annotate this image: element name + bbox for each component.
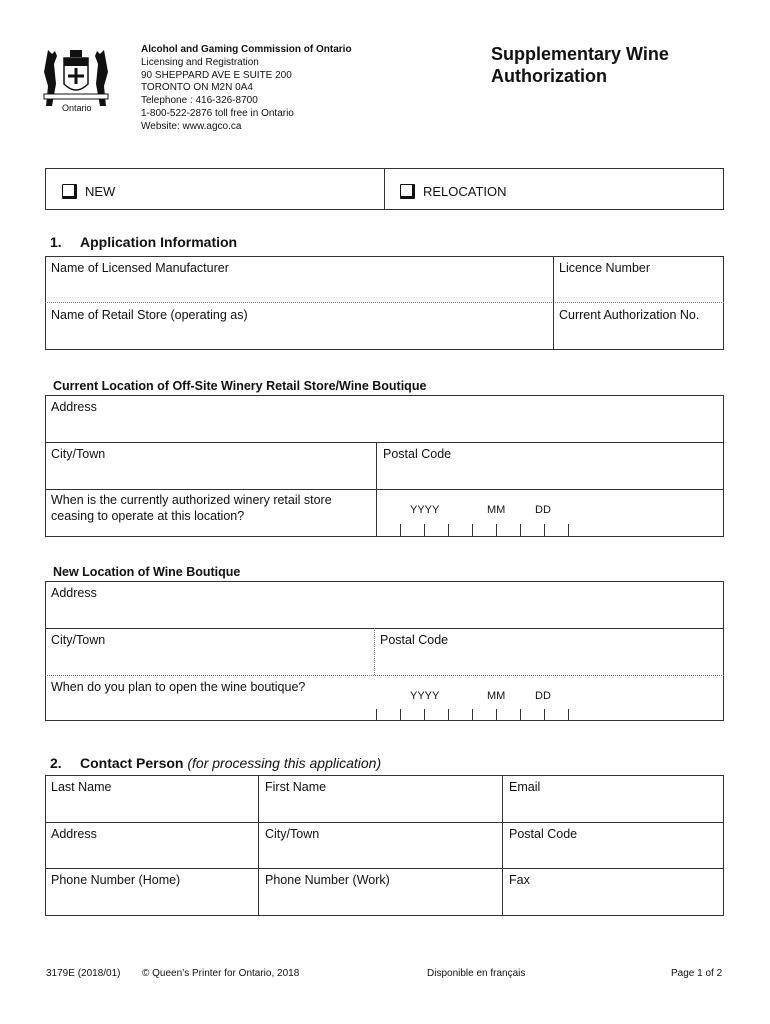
page-number: Page 1 of 2 <box>671 968 723 979</box>
section-number: 1. <box>50 234 62 250</box>
section-title: Contact Person <box>80 755 184 771</box>
current-authorization-field[interactable]: Current Authorization No. <box>559 308 700 322</box>
new-address-field[interactable]: Address <box>51 586 97 600</box>
relocation-label: RELOCATION <box>423 184 507 199</box>
contact-city-field[interactable]: City/Town <box>265 827 320 841</box>
question-line: When is the currently authorized winery retail store <box>51 493 332 507</box>
org-line: Website: www.agco.ca <box>141 120 242 132</box>
current-postal-field[interactable]: Postal Code <box>383 447 452 461</box>
retail-store-name-field[interactable]: Name of Retail Store (operating as) <box>51 308 248 322</box>
new-city-field[interactable]: City/Town <box>51 633 106 647</box>
current-city-field[interactable]: City/Town <box>51 447 106 461</box>
current-location-heading: Current Location of Off-Site Winery Retail Store/Wine Boutique <box>53 379 427 393</box>
opening-date-question: When do you plan to open the wine boutique? <box>51 680 306 694</box>
relocation-option[interactable] <box>400 184 507 199</box>
relocation-checkbox[interactable] <box>400 184 415 199</box>
email-field[interactable]: Email <box>509 780 541 794</box>
logo-caption: Ontario <box>62 103 92 113</box>
org-line: 1-800-522-2876 toll free in Ontario <box>141 107 294 119</box>
question-line: ceasing to operate at this location? <box>51 509 245 523</box>
new-option[interactable] <box>62 184 115 199</box>
org-line: 90 SHEPPARD AVE E SUITE 200 <box>141 69 292 81</box>
current-address-field[interactable]: Address <box>51 400 97 414</box>
form-title-line: Authorization <box>491 66 607 86</box>
org-line: Telephone : 416-326-8700 <box>141 95 258 107</box>
org-line: TORONTO ON M2N 0A4 <box>141 82 253 94</box>
day-label: DD <box>535 504 551 516</box>
section-2-heading <box>50 755 381 771</box>
month-label: MM <box>487 690 506 702</box>
new-postal-field[interactable]: Postal Code <box>380 633 449 647</box>
section-subtitle: (for processing this application) <box>187 755 382 771</box>
organization-name: Alcohol and Gaming Commission of Ontario <box>141 44 352 55</box>
contact-address-field[interactable]: Address <box>51 827 97 841</box>
new-checkbox[interactable] <box>62 184 77 199</box>
contact-postal-field[interactable]: Postal Code <box>509 827 578 841</box>
phone-work-field[interactable]: Phone Number (Work) <box>265 873 390 887</box>
year-label: YYYY <box>410 690 440 702</box>
form-number: 3179E (2018/01) <box>46 968 121 979</box>
phone-home-field[interactable]: Phone Number (Home) <box>51 873 181 887</box>
day-label: DD <box>535 690 551 702</box>
section-title: Application Information <box>80 234 238 250</box>
french-availability: Disponible en français <box>427 968 526 979</box>
first-name-field[interactable]: First Name <box>265 780 327 794</box>
form-title-line: Supplementary Wine <box>491 44 669 64</box>
ceasing-date-question <box>45 487 338 529</box>
org-line: Licensing and Registration <box>141 56 259 68</box>
licence-number-field[interactable]: Licence Number <box>559 261 651 275</box>
new-label: NEW <box>85 184 116 199</box>
contact-person-table <box>45 775 724 916</box>
month-label: MM <box>487 504 506 516</box>
new-location-heading: New Location of Wine Boutique <box>53 565 241 579</box>
last-name-field[interactable]: Last Name <box>51 780 112 794</box>
year-label: YYYY <box>410 504 440 516</box>
section-number: 2. <box>50 755 62 771</box>
copyright: © Queen’s Printer for Ontario, 2018 <box>142 968 300 979</box>
fax-field[interactable]: Fax <box>509 873 530 887</box>
section-1-heading <box>50 234 237 250</box>
manufacturer-name-field[interactable]: Name of Licensed Manufacturer <box>51 261 229 275</box>
organization-block <box>141 44 352 134</box>
form-title <box>491 43 741 87</box>
